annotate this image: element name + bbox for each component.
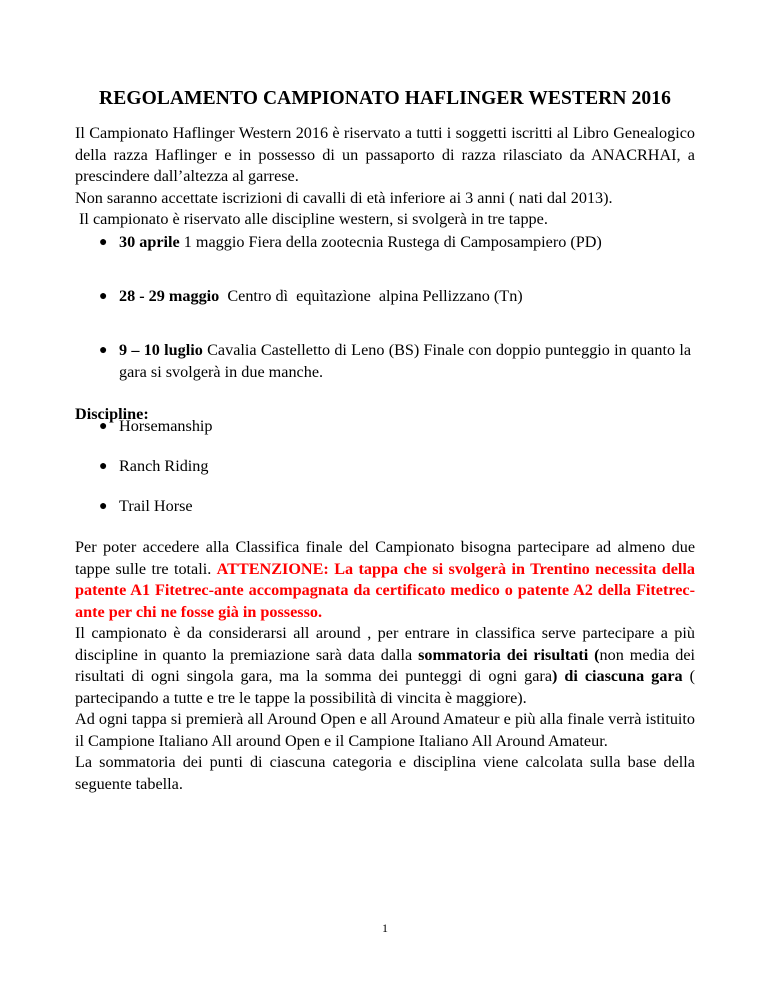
stage-date: 28 - 29 maggio [119, 287, 220, 305]
intro-text-2: Non saranno accettate iscrizioni di cavalli di età inferiore ai 3 anni ( nati dal 2013). [75, 188, 613, 207]
intro-text-3: Il campionato è riservato alle discipline western, si svolgerà in tre tappe. [75, 210, 548, 228]
document-title: REGOLAMENTO CAMPIONATO HAFLINGER WESTERN 2016 [99, 88, 671, 109]
allaround-text-2: Ad ogni tappa si premierà all Around Open e all Around Amateur e più alla finale verrà istituito il Campione Italiano All around Open e il Campione Italiano All Around Amateur. [75, 710, 695, 750]
bullet-icon: ● [99, 289, 108, 304]
bullet-icon: ● [99, 459, 108, 474]
bullet-icon: ● [99, 499, 108, 514]
allaround-text-d: ) di ciascuna gara [552, 667, 683, 685]
allaround-text-e: ( partecipando a tutte e tre le tappe la possibilità di vincita è maggiore). [75, 667, 696, 707]
stage-text: 1 maggio Fiera della zootecnia Rustega di Camposampiero (PD) [179, 233, 602, 251]
classifica-paragraph [75, 537, 695, 623]
discipline-label: Horsemanship [119, 417, 213, 435]
intro-text-1: Il Campionato Haflinger Western 2016 è riservato a tutti i soggetti iscritti al Libro Genealogico della razza Haflinger e in possesso di un passaporto di razza rilasciato da ANACRHAI, a prescindere dall’altezza al garrese. [75, 124, 695, 185]
bullet-icon: ● [99, 343, 108, 358]
warning-text: ATTENZIONE: La tappa che si svolgerà in Trentino necessita della patente A1 Fitetrec-ante accompagnata da certificato medico o patente A2 della Fitetrec-ante per chi ne fosse già in possesso. [75, 559, 695, 621]
bullet-icon: ● [99, 419, 108, 434]
discipline-label: Trail Horse [119, 497, 193, 515]
stage-date: 30 aprile [119, 233, 180, 251]
classifica-text: Per poter accedere alla Classifica finale del Campionato bisogna partecipare ad almeno due tappe sulle tre totali. [75, 538, 695, 578]
stage-text: Cavalia Castelletto di Leno (BS) Finale con doppio punteggio in quanto la gara si svolgerà in due manche. [119, 341, 691, 381]
stage-text: Centro dì equìtazìone alpina Pellizzano (Tn) [219, 287, 523, 305]
allaround-text-3: La sommatoria dei punti di ciascuna categoria e disciplina viene calcolata sulla base della seguente tabella. [75, 753, 695, 793]
stage-date: 9 – 10 luglio [119, 341, 203, 359]
allaround-text-b: sommatoria dei risultati ( [418, 645, 600, 664]
bullet-icon: ● [99, 235, 108, 250]
allaround-text-c: non media dei risultati di ogni singola gara, ma la somma dei punteggi di ogni gara [75, 645, 695, 685]
intro-paragraph [75, 123, 695, 231]
page-number: 1 [382, 921, 388, 935]
allaround-paragraph [75, 623, 695, 795]
allaround-text-a: Il campionato è da considerarsi all around , per entrare in classifica serve partecipare a più discipline in quanto la premiazione sarà data dalla [75, 624, 695, 664]
disciplines-heading: Discipline: [75, 405, 149, 423]
discipline-label: Ranch Riding [119, 457, 209, 475]
